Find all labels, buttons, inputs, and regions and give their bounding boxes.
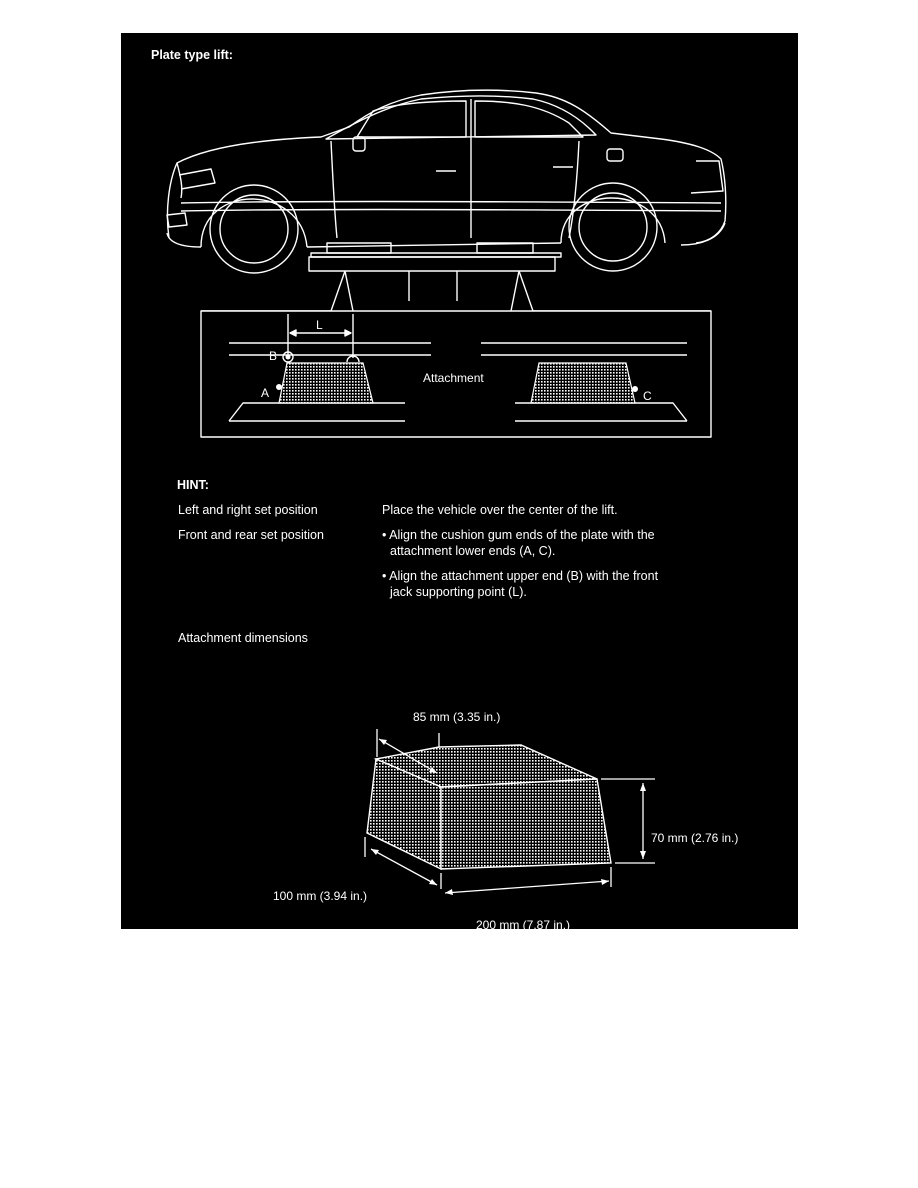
- front-rear-label: Front and rear set position: [178, 528, 324, 542]
- label-A: A: [261, 386, 270, 400]
- bullet-2-line1: • Align the attachment upper end (B) with the front: [382, 569, 659, 583]
- label-B: B: [269, 349, 278, 363]
- dim-length: 200 mm (7.87 in.): [476, 918, 571, 932]
- bullet-2-line2: jack supporting point (L).: [390, 585, 527, 599]
- dim-depth: 100 mm (3.94 in.): [273, 889, 368, 903]
- left-right-label: Left and right set position: [178, 503, 318, 517]
- bullet-1-line1: • Align the cushion gum ends of the plate with the: [382, 528, 655, 542]
- left-right-text: Place the vehicle over the center of the lift.: [382, 503, 618, 517]
- page-title: Plate type lift:: [151, 48, 233, 62]
- attachment-dimension-drawing: [121, 673, 798, 932]
- vehicle-lift-illustration: [121, 33, 798, 453]
- dimensions-heading: Attachment dimensions: [178, 631, 308, 645]
- label-attachment: Attachment: [423, 371, 484, 385]
- diagram-panel: [121, 33, 798, 932]
- label-L: L: [316, 318, 323, 332]
- label-C: C: [643, 389, 652, 403]
- dim-top-width: 85 mm (3.35 in.): [413, 710, 501, 724]
- dim-height: 70 mm (2.76 in.): [651, 831, 739, 845]
- hint-heading: HINT:: [177, 478, 209, 492]
- bullet-1-line2: attachment lower ends (A, C).: [390, 544, 556, 558]
